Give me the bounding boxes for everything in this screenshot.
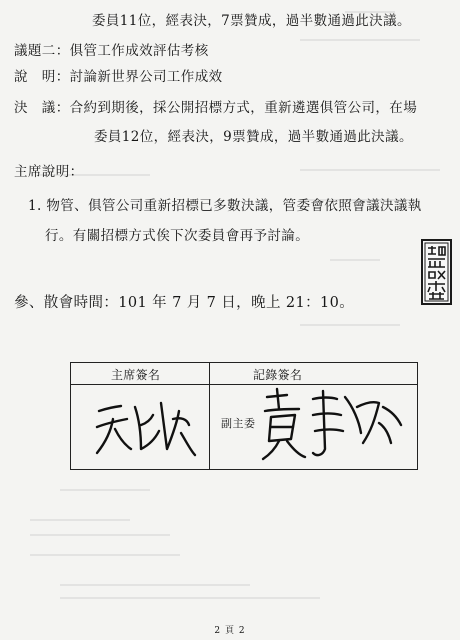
adjournment-time: 參、散會時間：101 年 7 月 7 日，晚上 21：10。 [14,295,355,311]
agenda-item-2-description: 說 明：討論新世界公司工作成效 [14,69,223,85]
signature-table-divider [209,363,210,469]
vice-chair-label: 副主委 [221,417,256,430]
chair-remarks-heading: 主席說明： [14,164,84,180]
official-seal-stamp [421,239,452,305]
chair-remark-item-1: 1. 物管、俱管公司重新招標已多數決議，管委會依照會議決議執 [28,198,422,214]
page-number: 2 頁 2 [214,626,246,636]
vote-result-line-1: 委員11位，經表決，7票贊成，過半數通過此決議。 [92,13,411,29]
agenda-item-2-title: 議題二：俱管工作成效評估考核 [14,43,209,59]
chair-signature-scribble [91,389,203,463]
signature-table-header-rule [71,384,417,385]
chair-signature-header: 主席簽名 [111,368,161,382]
record-signature-header: 記錄簽名 [253,368,303,382]
vote-result-line-2: 委員12位，經表決，9票贊成，過半數通過此決議。 [94,129,413,145]
agenda-item-2-resolution: 決 議：合約到期後，採公開招標方式，重新遴選俱管公司，在場 [14,100,418,116]
record-signature-scribble [261,387,409,465]
chair-remark-item-1-continued: 行。有關招標方式俟下次委員會再予討論。 [45,228,310,244]
signature-table [70,362,418,470]
